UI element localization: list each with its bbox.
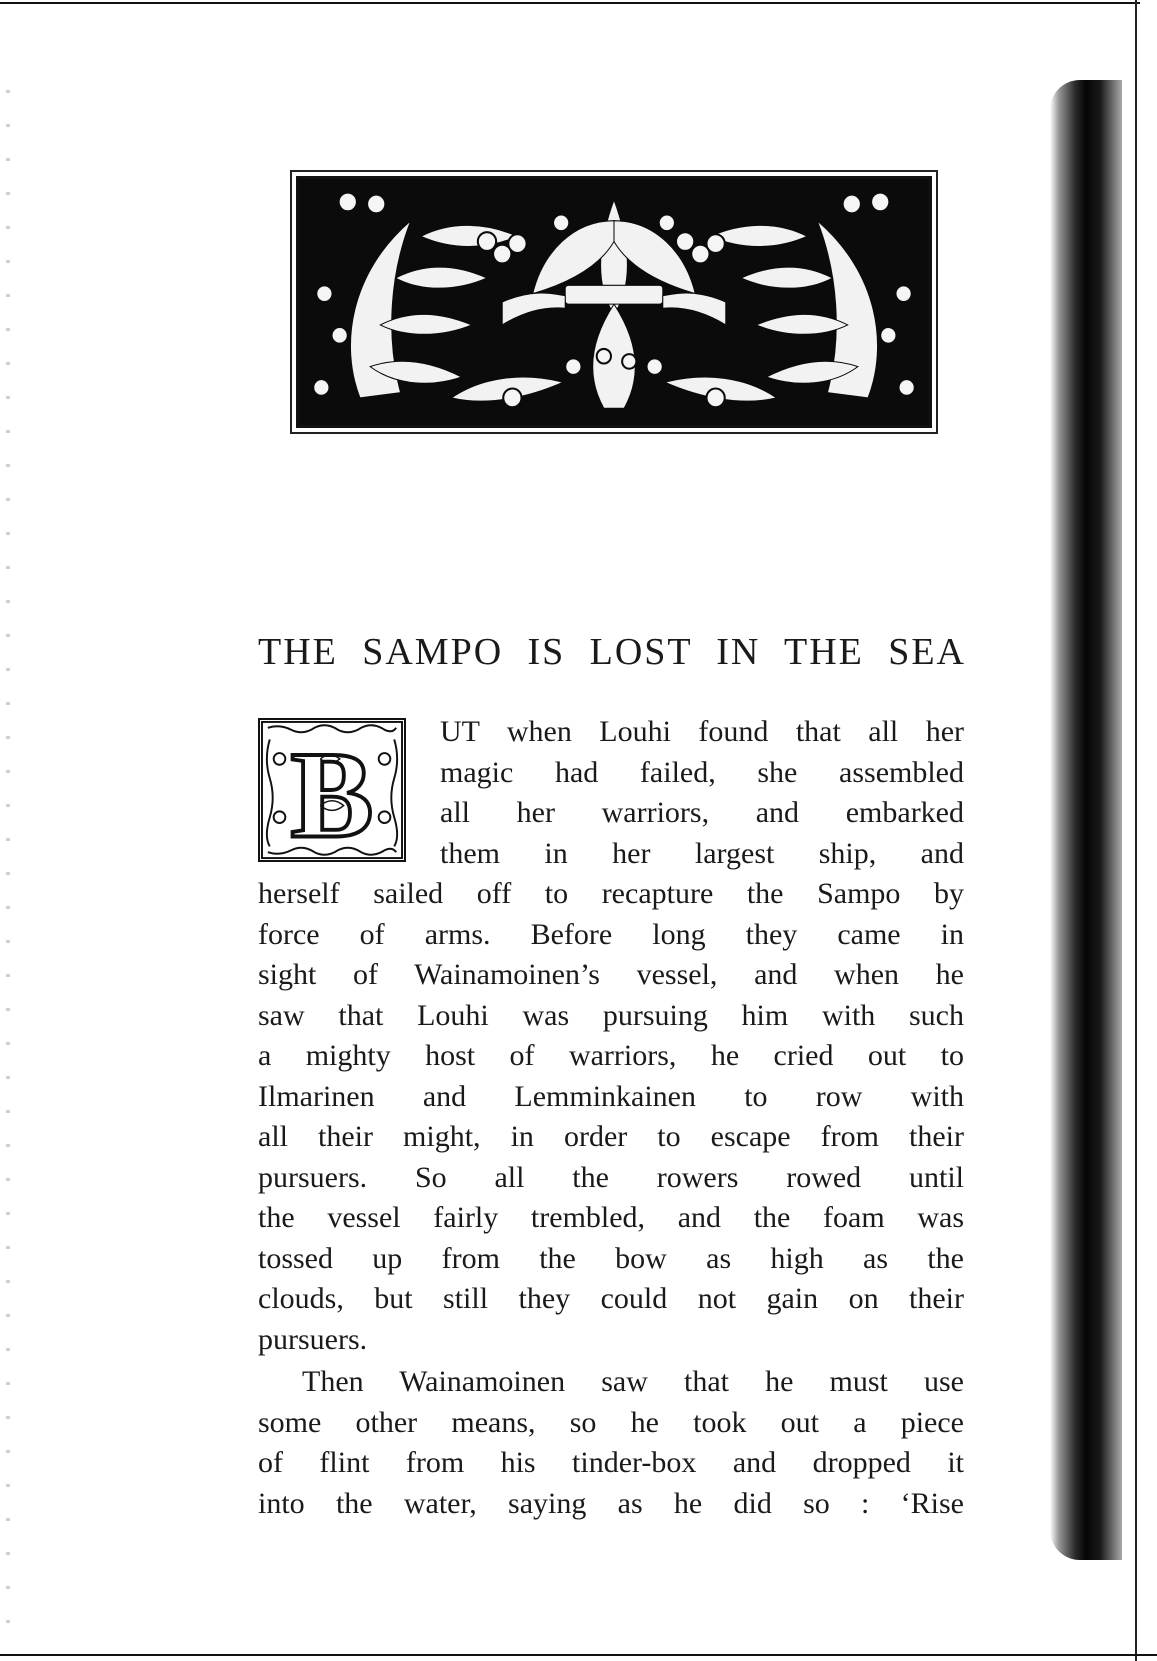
paragraph-line: clouds, but still they could not gain on their — [258, 1282, 964, 1315]
paragraph-line: into the water, saying as he did so : ‘Rise — [258, 1486, 964, 1520]
paragraph-line: a mighty host of warriors, he cried out to — [258, 1039, 964, 1072]
paragraph-line: some other means, so he took out a piece — [258, 1405, 964, 1439]
body-text — [258, 712, 964, 1524]
drop-cap — [258, 718, 406, 862]
paragraph-line: Ilmarinen and Lemminkainen to row with — [258, 1079, 964, 1113]
binding-shadow — [1050, 80, 1122, 1560]
top-rule — [0, 2, 1140, 4]
foliage-ornament-icon — [299, 179, 929, 425]
drop-cap-b-icon — [260, 720, 404, 860]
paragraph-line: pursuers. — [258, 1322, 368, 1356]
paragraph-line: all her warriors, and embarked — [440, 796, 964, 829]
paragraph-line: all their might, in order to escape from their — [258, 1120, 964, 1153]
drop-cap-letter: B — [290, 725, 374, 860]
paragraph-line: saw that Louhi was pursuing him with such — [258, 998, 964, 1032]
paragraph-line: tossed up from the bow as high as the — [258, 1241, 964, 1275]
chapter-title: THE SAMPO IS LOST IN THE SEA — [258, 631, 966, 673]
paragraph-line: of flint from his tinder-box and dropped it — [258, 1446, 964, 1479]
page-edge — [1135, 0, 1137, 1661]
paragraph-line: force of arms. Before long they came in — [258, 917, 964, 951]
paragraph-line: the vessel fairly trembled, and the foam was — [258, 1201, 964, 1234]
headpiece-panel — [296, 176, 932, 428]
bottom-rule — [0, 1654, 1157, 1656]
paragraph-line: Then Wainamoinen saw that he must use — [302, 1365, 964, 1398]
paragraph-line: magic had failed, she assembled — [440, 755, 964, 789]
paragraph-line: sight of Wainamoinen’s vessel, and when he — [258, 958, 964, 991]
paragraph-line: UT when Louhi found that all her — [440, 715, 964, 748]
paragraph-line: herself sailed off to recapture the Sampo by — [258, 877, 964, 910]
paragraph-line: pursuers. So all the rowers rowed until — [258, 1160, 964, 1194]
gutter-marks — [6, 90, 10, 1650]
paragraph-line: them in her largest ship, and — [440, 836, 964, 870]
ornamental-headpiece — [290, 170, 938, 434]
